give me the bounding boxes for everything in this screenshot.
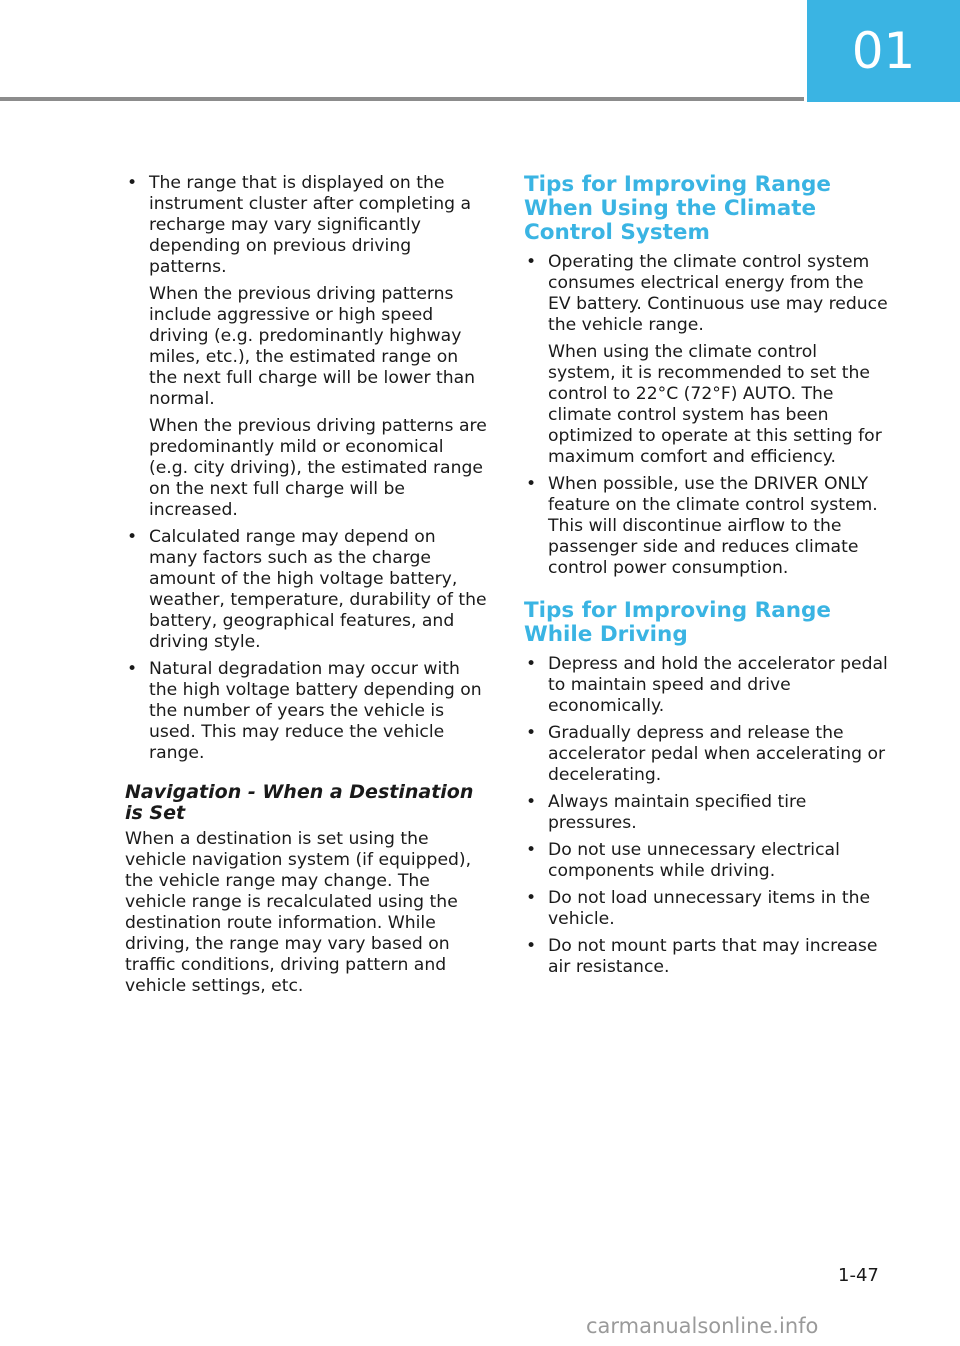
calculated-range-bullet bbox=[125, 527, 487, 653]
bullet-paragraph: The range that is displayed on the instrument cluster after completing a recharge may vary significantly depending on previous driving patterns. bbox=[149, 173, 472, 277]
bullet-dot: • bbox=[526, 792, 537, 812]
bullet-paragraph: Do not use unnecessary electrical components while driving. bbox=[548, 840, 840, 881]
range-display-bullet bbox=[125, 173, 487, 521]
driving-tip-bullet bbox=[524, 654, 888, 717]
bullet-dot: • bbox=[526, 840, 537, 860]
bullet-paragraph: When using the climate control system, it is recommended to set the control to 22°C (72°F) AUTO. The climate control system has been optimized to operate at this setting for maximum comfort and efficiency. bbox=[548, 342, 882, 467]
right-column bbox=[524, 173, 888, 984]
bullet-paragraph: Do not load unnecessary items in the vehicle. bbox=[548, 888, 871, 929]
bullet-paragraph: When possible, use the DRIVER ONLY feature on the climate control system. This will discontinue airflow to the passenger side and reduces climate control power consumption. bbox=[548, 474, 878, 578]
bullet-dot: • bbox=[526, 654, 537, 674]
bullet-paragraph: Operating the climate control system consumes electrical energy from the EV battery. Continuous use may reduce the vehicle range. bbox=[548, 252, 888, 335]
bullet-dot: • bbox=[127, 173, 138, 193]
degradation-bullet bbox=[125, 659, 487, 764]
bullet-dot: • bbox=[526, 252, 537, 272]
bullet-paragraph: Do not mount parts that may increase air resistance. bbox=[548, 936, 878, 977]
bullet-paragraph: Depress and hold the accelerator pedal to maintain speed and drive economically. bbox=[548, 654, 888, 716]
driving-tip-bullet bbox=[524, 888, 888, 930]
header-rule bbox=[0, 97, 804, 101]
climate-energy-bullet bbox=[524, 252, 888, 468]
bullet-paragraph: When the previous driving patterns include aggressive or high speed driving (e.g. predominantly highway miles, etc.), the estimated range on the next full charge will be lower than normal. bbox=[149, 284, 476, 409]
driving-tip-bullet bbox=[524, 936, 888, 978]
navigation-heading: Navigation - When a Destination is Set bbox=[125, 781, 474, 824]
bullet-dot: • bbox=[526, 936, 537, 956]
bullet-dot: • bbox=[127, 527, 138, 547]
chapter-number: 01 bbox=[851, 22, 916, 80]
watermark: carmanualsonline.info bbox=[586, 1314, 819, 1338]
chapter-tab bbox=[807, 0, 960, 102]
bullet-dot: • bbox=[127, 659, 138, 679]
bullet-paragraph: Gradually depress and release the accelerator pedal when accelerating or decelerating. bbox=[548, 723, 886, 785]
driver-only-bullet bbox=[524, 474, 888, 579]
navigation-text: When a destination is set using the vehicle navigation system (if equipped), the vehicle range may change. The vehicle range is recalculated using the destination route information. While driving, the range may vary based on traffic conditions, driving pattern and vehicle settings, etc. bbox=[125, 829, 472, 996]
driving-tips-heading: Tips for Improving Range While Driving bbox=[524, 598, 831, 647]
bullet-paragraph: Always maintain specified tire pressures. bbox=[548, 792, 807, 833]
driving-tip-bullet bbox=[524, 723, 888, 786]
bullet-paragraph: When the previous driving patterns are predominantly mild or economical (e.g. city driving), the estimated range on the next full charge will be increased. bbox=[149, 416, 487, 520]
climate-tips-heading: Tips for Improving Range When Using the Climate Control System bbox=[524, 172, 831, 245]
bullet-dot: • bbox=[526, 474, 537, 494]
bullet-dot: • bbox=[526, 888, 537, 908]
bullet-paragraph: Calculated range may depend on many factors such as the charge amount of the high voltage battery, weather, temperature, durability of the battery, geographical features, and driving style. bbox=[149, 527, 487, 652]
page-number: 1-47 bbox=[838, 1265, 879, 1286]
driving-tip-bullet bbox=[524, 840, 888, 882]
left-column bbox=[125, 173, 487, 997]
driving-tip-bullet bbox=[524, 792, 888, 834]
bullet-paragraph: Natural degradation may occur with the high voltage battery depending on the number of years the vehicle is used. This may reduce the vehicle range. bbox=[149, 659, 482, 763]
bullet-dot: • bbox=[526, 723, 537, 743]
